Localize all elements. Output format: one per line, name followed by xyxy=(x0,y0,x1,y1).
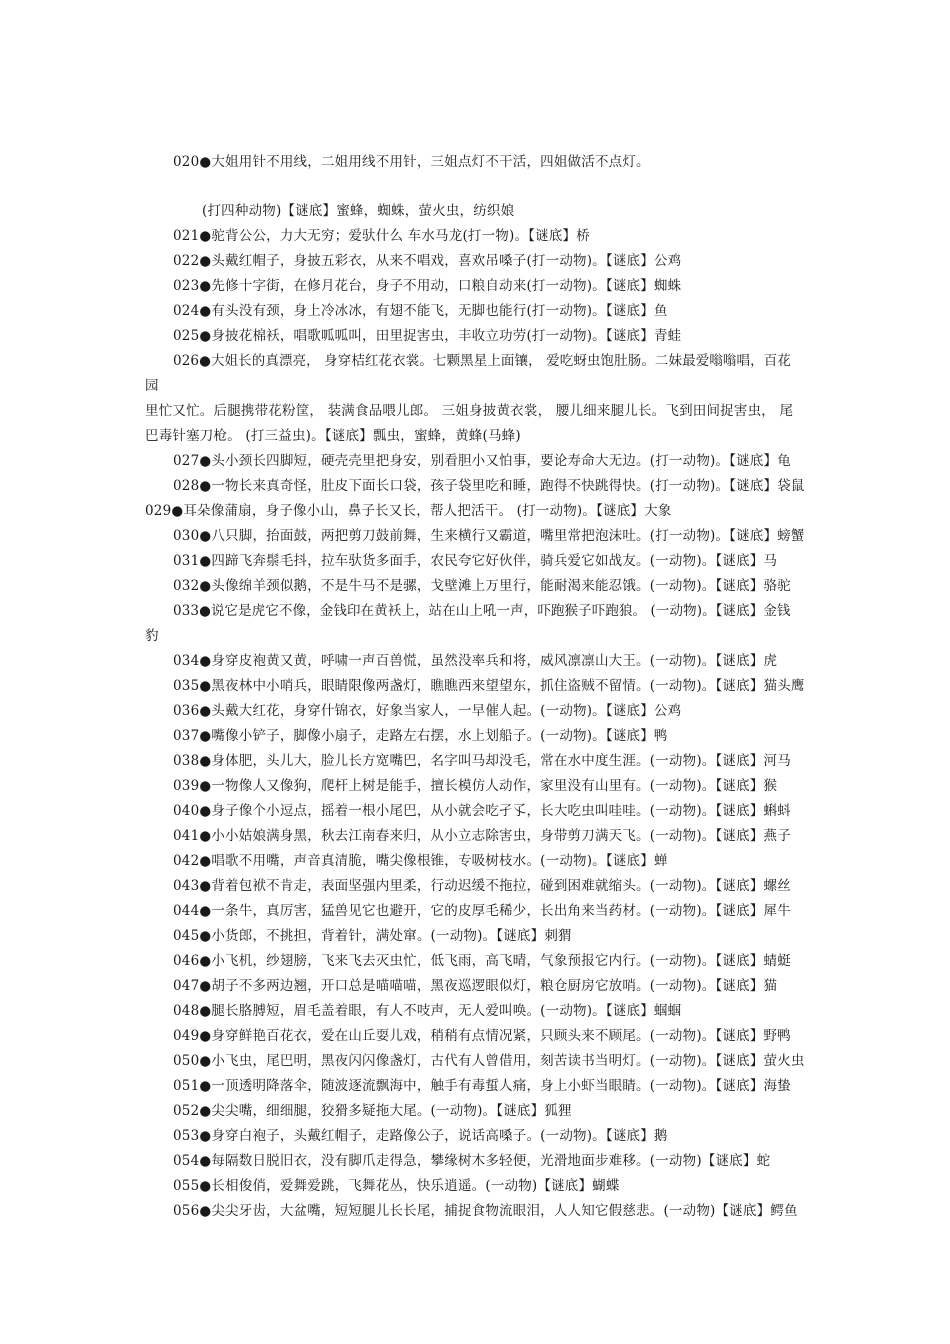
riddle-042: 042●唱歌不用嘴，声音真清脆，嘴尖像根锥，专吸树枝水。(一动物)。【谜底】蝉 xyxy=(173,853,668,869)
riddle-055: 055●长相俊俏，爱舞爱跳，飞舞花丛，快乐逍遥。(一动物)【谜底】蝴蝶 xyxy=(173,1178,620,1194)
riddle-026-line1: 026●大姐长的真漂亮， 身穿桔红花衣裳。七颗黑星上面镶， 爱吃蚜虫饱肚肠。二妹最爱嗡嗡唱，百花 xyxy=(173,353,791,369)
riddle-030: 030●八只脚，抬面鼓，两把剪刀鼓前舞，生来横行又霸道，嘴里常把泡沫吐。(打一动物)。【谜底】螃蟹 xyxy=(173,528,805,544)
riddle-026-line3: 巴毒针塞刀枪。 (打三益虫)。【谜底】瓢虫，蜜蜂，黄蜂(马蜂) xyxy=(145,428,521,444)
riddle-044: 044●一条牛，真厉害，猛兽见它也避开，它的皮厚毛稀少，长出角来当药材。(一动物)。【谜底】犀牛 xyxy=(173,903,791,919)
riddle-035: 035●黑夜林中小哨兵，眼睛限像两盏灯，瞧瞧西来望望东，抓住盗贼不留情。(一动物)。【谜底】猫头鹰 xyxy=(173,678,805,694)
riddle-039: 039●一物像人又像狗，爬杆上树是能手，擅长模仿人动作，家里没有山里有。(一动物)。【谜底】猴 xyxy=(173,778,778,794)
riddle-047: 047●胡子不多两边翘，开口总是喵喵喵，黑夜巡逻眼似灯，粮仓厨房它放哨。(一动物)。【谜底】猫 xyxy=(173,978,778,994)
riddle-046: 046●小飞机，纱翅膀，飞来飞去灭虫忙，低飞雨，高飞晴，气象预报它内行。(一动物)。【谜底】蜻蜓 xyxy=(173,953,791,969)
riddle-022: 022●头戴红帽子，身披五彩衣，从来不唱戏，喜欢吊嗓子(打一动物)。【谜底】公鸡 xyxy=(173,253,682,269)
riddle-021: 021●驼背公公，力大无穷；爱驮什么 车水马龙(打一物)。【谜底】桥 xyxy=(173,228,590,244)
riddle-025: 025●身披花棉袄，唱歌呱呱叫，田里捉害虫，丰收立功劳(打一动物)。【谜底】青蛙 xyxy=(173,328,682,344)
riddle-041: 041●小小姑娘满身黑，秋去江南春来归，从小立志除害虫，身带剪刀满天飞。(一动物)。【谜底】燕子 xyxy=(173,828,791,844)
riddle-040: 040●身子像个小逗点，摇着一根小尾巴，从小就会吃孑孓，长大吃虫叫哇哇。(一动物)。【谜底】蝌蚪 xyxy=(173,803,791,819)
riddle-033: 033●说它是虎它不像，金钱印在黄袄上，站在山上吼一声，吓跑猴子吓跑狼。 (一动物)。【谜底】金钱 xyxy=(173,603,791,619)
riddle-031: 031●四蹄飞奔鬃毛抖，拉车驮货多面手，农民夸它好伙伴，骑兵爱它如战友。(一动物)。【谜底】马 xyxy=(173,553,778,569)
riddle-050: 050●小飞虫，尾巴明，黑夜闪闪像盏灯，古代有人曾借用，刻苦读书当明灯。(一动物)。【谜底】萤火虫 xyxy=(173,1053,805,1069)
riddle-027: 027●头小颈长四脚短，硬壳壳里把身安，别看胆小又怕事，要论寿命大无边。(打一动物)。【谜底】龟 xyxy=(173,453,791,469)
riddle-032: 032●头像绵羊颈似鹅，不是牛马不是骡，戈壁滩上万里行，能耐渴来能忍饿。(一动物)。【谜底】骆驼 xyxy=(173,578,791,594)
riddle-020: 020●大姐用针不用线，二姐用线不用针，三姐点灯不干活，四姐做活不点灯。 xyxy=(173,154,650,170)
riddle-038: 038●身体肥，头儿大，脸儿长方宽嘴巴，名字叫马却没毛，常在水中度生涯。(一动物)。【谜底】河马 xyxy=(173,753,791,769)
riddle-043: 043●背着包袱不肯走，表面坚强内里柔，行动迟缓不拖拉，碰到困难就缩头。(一动物)。【谜底】螺丝 xyxy=(173,878,791,894)
riddle-051: 051●一顶透明降落伞，随波逐流飘海中，触手有毒蜇人痛，身上小虾当眼睛。(一动物)。【谜底】海蛰 xyxy=(173,1078,791,1094)
riddle-056: 056●尖尖牙齿，大盆嘴，短短腿儿长长尾，捕捉食物流眼泪，人人知它假慈悲。(一动物)【谜底】鳄鱼 xyxy=(173,1203,798,1219)
riddle-045: 045●小货郎，不挑担，背着针，满处窜。(一动物)。【谜底】刺猬 xyxy=(173,928,572,944)
riddle-048: 048●腿长胳膊短，眉毛盖着眼，有人不吱声，无人爱叫唤。(一动物)。【谜底】蝈蝈 xyxy=(173,1003,682,1019)
riddle-033-wrap: 豹 xyxy=(145,628,159,644)
riddle-026-wrap: 园 xyxy=(145,378,159,394)
riddle-034: 034●身穿皮袍黄又黄，呼啸一声百兽慌，虽然没率兵和将，威风凛凛山大王。(一动物)。【谜底】虎 xyxy=(173,653,778,669)
riddle-052: 052●尖尖嘴，细细腿，狡猾多疑拖大尾。(一动物)。【谜底】狐狸 xyxy=(173,1103,572,1119)
riddle-028: 028●一物长来真奇怪，肚皮下面长口袋，孩子袋里吃和睡，跑得不快跳得快。(打一动物)。【谜底】袋鼠 xyxy=(173,478,805,494)
riddle-029: 029●耳朵像蒲扇，身子像小山，鼻子长又长，帮人把活干。 (打一动物)。【谜底】大象 xyxy=(145,503,672,519)
riddle-026-line2: 里忙又忙。后腿携带花粉筐， 装满食品喂儿郎。 三姐身披黄衣裳， 腰儿细来腿儿长。飞到田间捉害虫， 尾 xyxy=(145,403,794,419)
riddle-054: 054●每隔数日脱旧衣，没有脚爪走得急，攀缘树木多轻便，光滑地面步难移。(一动物)【谜底】蛇 xyxy=(173,1153,771,1169)
riddle-036: 036●头戴大红花，身穿什锦衣，好象当家人，一早催人起。(一动物)。【谜底】公鸡 xyxy=(173,703,682,719)
riddle-049: 049●身穿鲜艳百花衣，爱在山丘耍儿戏，稍稍有点情况紧，只顾头来不顾尾。(一动物)。【谜底】野鸭 xyxy=(173,1028,791,1044)
riddle-024: 024●有头没有颈，身上冷冰冰，有翅不能飞，无脚也能行(打一动物)。【谜底】鱼 xyxy=(173,303,668,319)
riddle-053: 053●身穿白袍子，头戴红帽子，走路像公子，说话高嗓子。(一动物)。【谜底】鹅 xyxy=(173,1128,668,1144)
riddle-020-answer: (打四种动物)【谜底】蜜蜂，蜘蛛，萤火虫，纺织娘 xyxy=(202,203,515,219)
riddle-037: 037●嘴像小铲子，脚像小扇子，走路左右摆，水上划船子。(一动物)。【谜底】鸭 xyxy=(173,728,668,744)
riddle-023: 023●先修十字街，在修月花台，身子不用动，口粮自动来(打一动物)。【谜底】蜘蛛 xyxy=(173,278,682,294)
